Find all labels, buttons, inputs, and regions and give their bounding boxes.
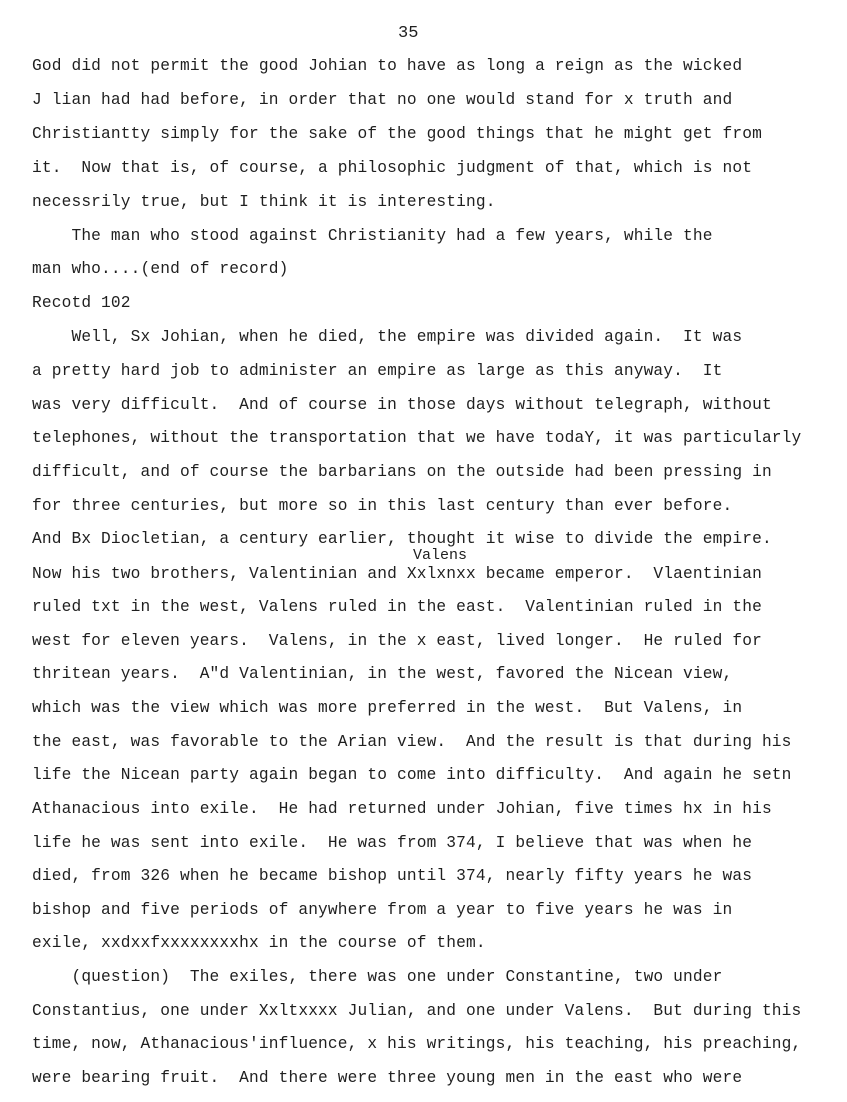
text-line: for three centuries, but more so in this last century than ever before.: [32, 497, 733, 515]
text-line: the east, was favorable to the Arian view. And the result is that during his: [32, 733, 792, 751]
text-line: God did not permit the good Johian to have as long a reign as the wicked: [32, 57, 743, 75]
text-line: west for eleven years. Valens, in the x east, lived longer. He ruled for: [32, 632, 762, 650]
text-line: were bearing fruit. And there were three young men in the east who were: [32, 1069, 743, 1087]
text-line: was very difficult. And of course in those days without telegraph, without: [32, 396, 772, 414]
text-line: Well, Sx Johian, when he died, the empire was divided again. It was: [32, 328, 743, 346]
text-line: Athanacious into exile. He had returned under Johian, five times hx in his: [32, 800, 772, 818]
text-line: (question) The exiles, there was one under Constantine, two under: [32, 968, 723, 986]
text-line: Recotd 102: [32, 294, 131, 312]
text-line: Now his two brothers, Valentinian and Xxlxnxx became emperor. Vlaentinian: [32, 565, 762, 583]
text-line: The man who stood against Christianity had a few years, while the: [32, 227, 713, 245]
text-line: it. Now that is, of course, a philosophic judgment of that, which is not: [32, 159, 753, 177]
handwritten-insertion: Valens: [413, 547, 468, 564]
text-line: ruled txt in the west, Valens ruled in the east. Valentinian ruled in the: [32, 598, 762, 616]
text-line: life the Nicean party again began to come into difficulty. And again he setn: [32, 766, 792, 784]
text-line: which was the view which was more preferred in the west. But Valens, in: [32, 699, 743, 717]
page-number: 35: [398, 24, 419, 43]
text-line: time, now, Athanacious'influence, x his writings, his teaching, his preaching,: [32, 1035, 802, 1053]
text-line: Christiantty simply for the sake of the good things that he might get from: [32, 125, 762, 143]
text-line: exile, xxdxxfxxxxxxxxhx in the course of them.: [32, 934, 486, 952]
text-line: died, from 326 when he became bishop until 374, nearly fifty years he was: [32, 867, 753, 885]
text-line: a pretty hard job to administer an empire as large as this anyway. It: [32, 362, 723, 380]
text-line: man who....(end of record): [32, 260, 289, 278]
text-line: bishop and five periods of anywhere from a year to five years he was in: [32, 901, 733, 919]
text-line: And Bx Diocletian, a century earlier, thought it wise to divide the empire.: [32, 530, 772, 548]
text-line: J lian had had before, in order that no one would stand for x truth and: [32, 91, 733, 109]
text-line: life he was sent into exile. He was from 374, I believe that was when he: [32, 834, 753, 852]
text-line: Constantius, one under Xxltxxxx Julian, and one under Valens. But during this: [32, 1002, 802, 1020]
text-line: necessrily true, but I think it is interesting.: [32, 193, 496, 211]
text-line: thritean years. A"d Valentinian, in the west, favored the Nicean view,: [32, 665, 733, 683]
text-line: telephones, without the transportation that we have todaY, it was particularly: [32, 429, 802, 447]
text-line: difficult, and of course the barbarians on the outside had been pressing in: [32, 463, 772, 481]
